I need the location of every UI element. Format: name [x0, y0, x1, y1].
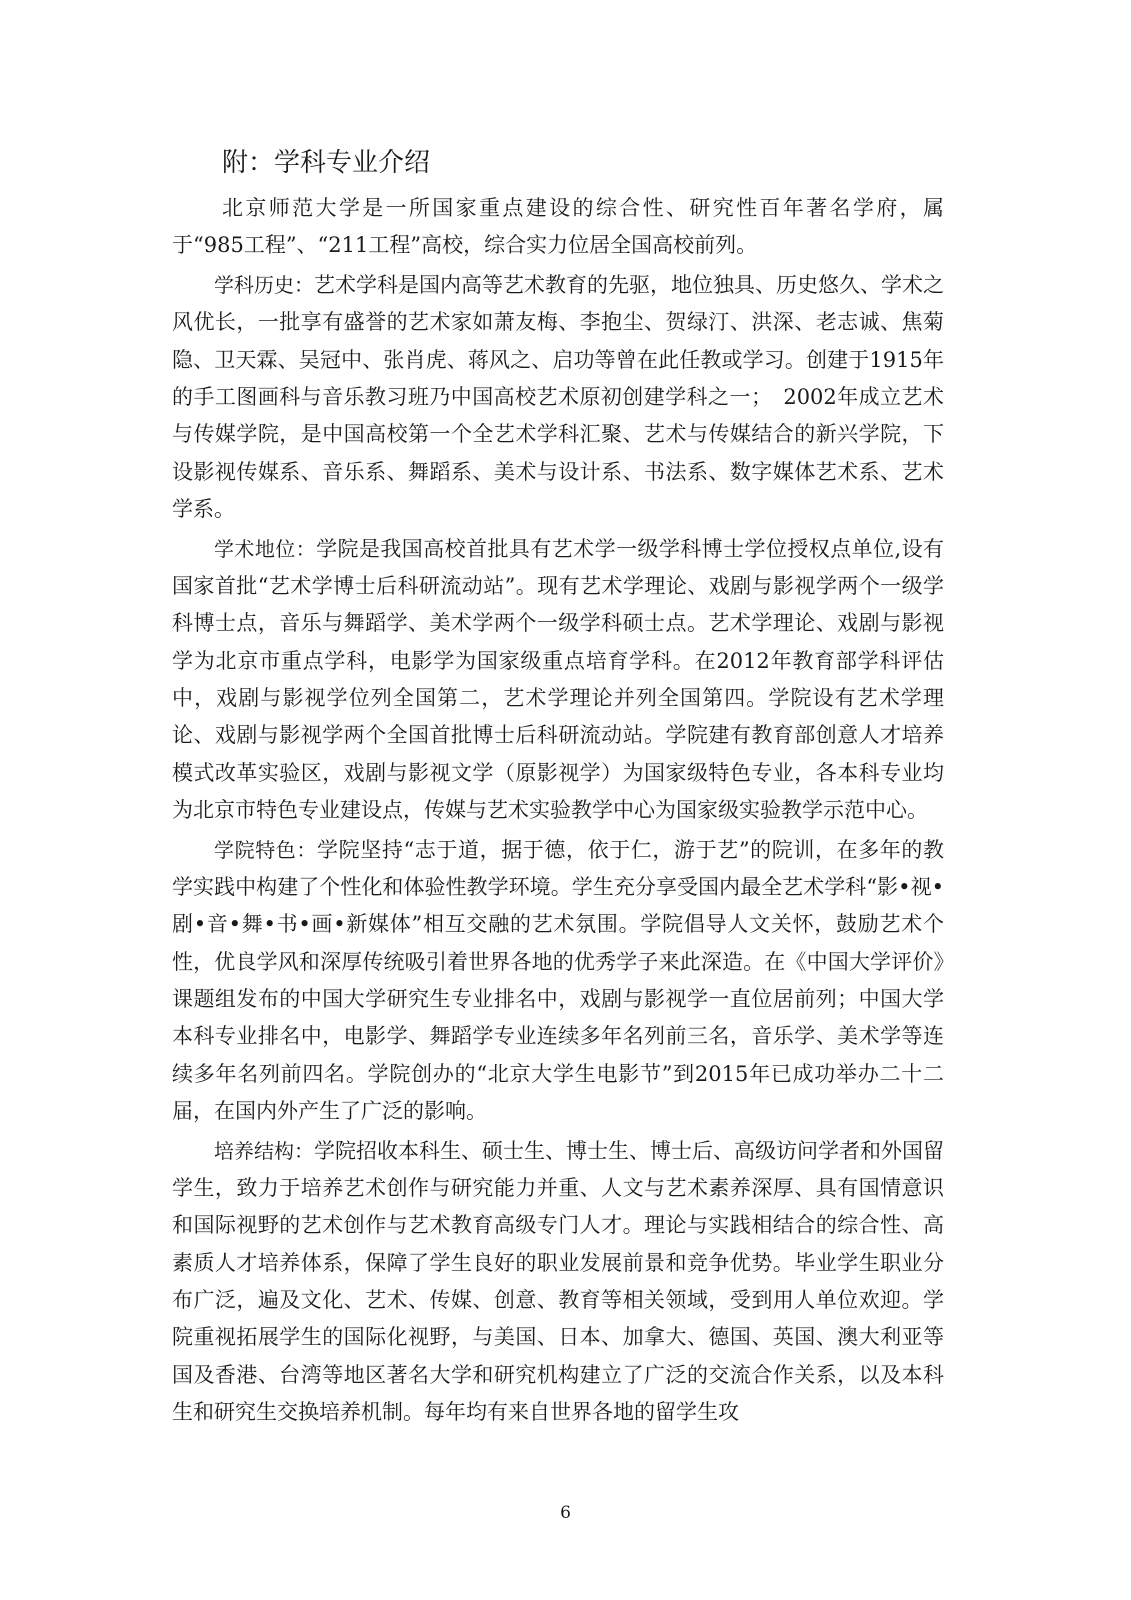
paragraph-history: [172, 267, 944, 528]
paragraph-term: 学术地位：: [214, 536, 317, 561]
paragraph-term: 培养结构：: [214, 1138, 314, 1163]
paragraph-text: 艺术学科是国内高等艺术教育的先驱，地位独具、历史悠久、学术之风优长，一批享有盛誉的艺术家如萧友梅、李抱尘、贺绿汀、洪深、老志诚、焦菊隐、卫天霖、吴冠中、张肖虎、蒋风之、启功等曾在此任教或学习。创建于1915年的手工图画科与音乐教习班乃中国高校艺术原初创建学科之一； 2002年成立艺术与传媒学院，是中国高校第一个全艺术学科汇聚、艺术与传媒结合的新兴学院，下设影视传媒系、音乐系、舞蹈系、美术与设计系、书法系、数字媒体艺术系、艺术学系。: [172, 273, 944, 521]
paragraph-academic-status: [172, 531, 944, 829]
paragraph-training: [172, 1133, 944, 1431]
page-number: 6: [560, 1503, 571, 1523]
body-text: [172, 190, 944, 1434]
paragraph-text: 学院招收本科生、硕士生、博士生、博士后、高级访问学者和外国留学生，致力于培养艺术创作与研究能力并重、人文与艺术素养深厚、具有国情意识和国际视野的艺术创作与艺术教育高级专门人才。理论与实践相结合的综合性、高素质人才培养体系，保障了学生良好的职业发展前景和竞争优势。毕业学生职业分布广泛，遍及文化、艺术、传媒、创意、教育等相关领域，受到用人单位欢迎。学院重视拓展学生的国际化视野，与美国、日本、加拿大、德国、英国、澳大利亚等国及香港、台湾等地区著名大学和研究机构建立了广泛的交流合作关系，以及本科生和研究生交换培养机制。每年均有来自世界各地的留学生攻: [172, 1138, 944, 1424]
paragraph-term: 学院特色：: [214, 837, 318, 862]
page-title: 附：学科专业介绍: [222, 148, 431, 178]
paragraph-text: 学院是我国高校首批具有艺术学一级学科博士学位授权点单位,设有国家首批“艺术学博士后科研流动站”。现有艺术学理论、戏剧与影视学两个一级学科博士点，音乐与舞蹈学、美术学两个一级学科硕士点。艺术学理论、戏剧与影视学为北京市重点学科，电影学为国家级重点培育学科。在2012年教育部学科评估中，戏剧与影视学位列全国第二，艺术学理论并列全国第四。学院设有艺术学理论、戏剧与影视学两个全国首批博士后科研流动站。学院建有教育部创意人才培养模式改革实验区，戏剧与影视文学（原影视学）为国家级特色专业，各本科专业均为北京市特色专业建设点，传媒与艺术实验教学中心为国家级实验教学示范中心。: [172, 536, 944, 822]
paragraph-text: 北京师范大学是一所国家重点建设的综合性、研究性百年著名学府，属于“985工程”、“211工程”高校，综合实力位居全国高校前列。: [172, 196, 944, 258]
paragraph-term: 学科历史：: [214, 273, 314, 298]
paragraph-text: 学院坚持“志于道，据于德，依于仁，游于艺”的院训，在多年的教学实践中构建了个性化和体验性教学环境。学生充分享受国内最全艺术学科“影•视•剧•音•舞•书•画•新媒体”相互交融的艺术氛围。学院倡导人文关怀，鼓励艺术个性，优良学风和深厚传统吸引着世界各地的优秀学子来此深造。在《中国大学评价》课题组发布的中国大学研究生专业排名中，戏剧与影视学一直位居前列；中国大学本科专业排名中，电影学、舞蹈学专业连续多年名列前三名，音乐学、美术学等连续多年名列前四名。学院创办的“北京大学生电影节”到2015年已成功举办二十二届，在国内外产生了广泛的影响。: [172, 837, 944, 1123]
paragraph-features: [172, 832, 944, 1130]
paragraph-intro: [172, 190, 944, 265]
